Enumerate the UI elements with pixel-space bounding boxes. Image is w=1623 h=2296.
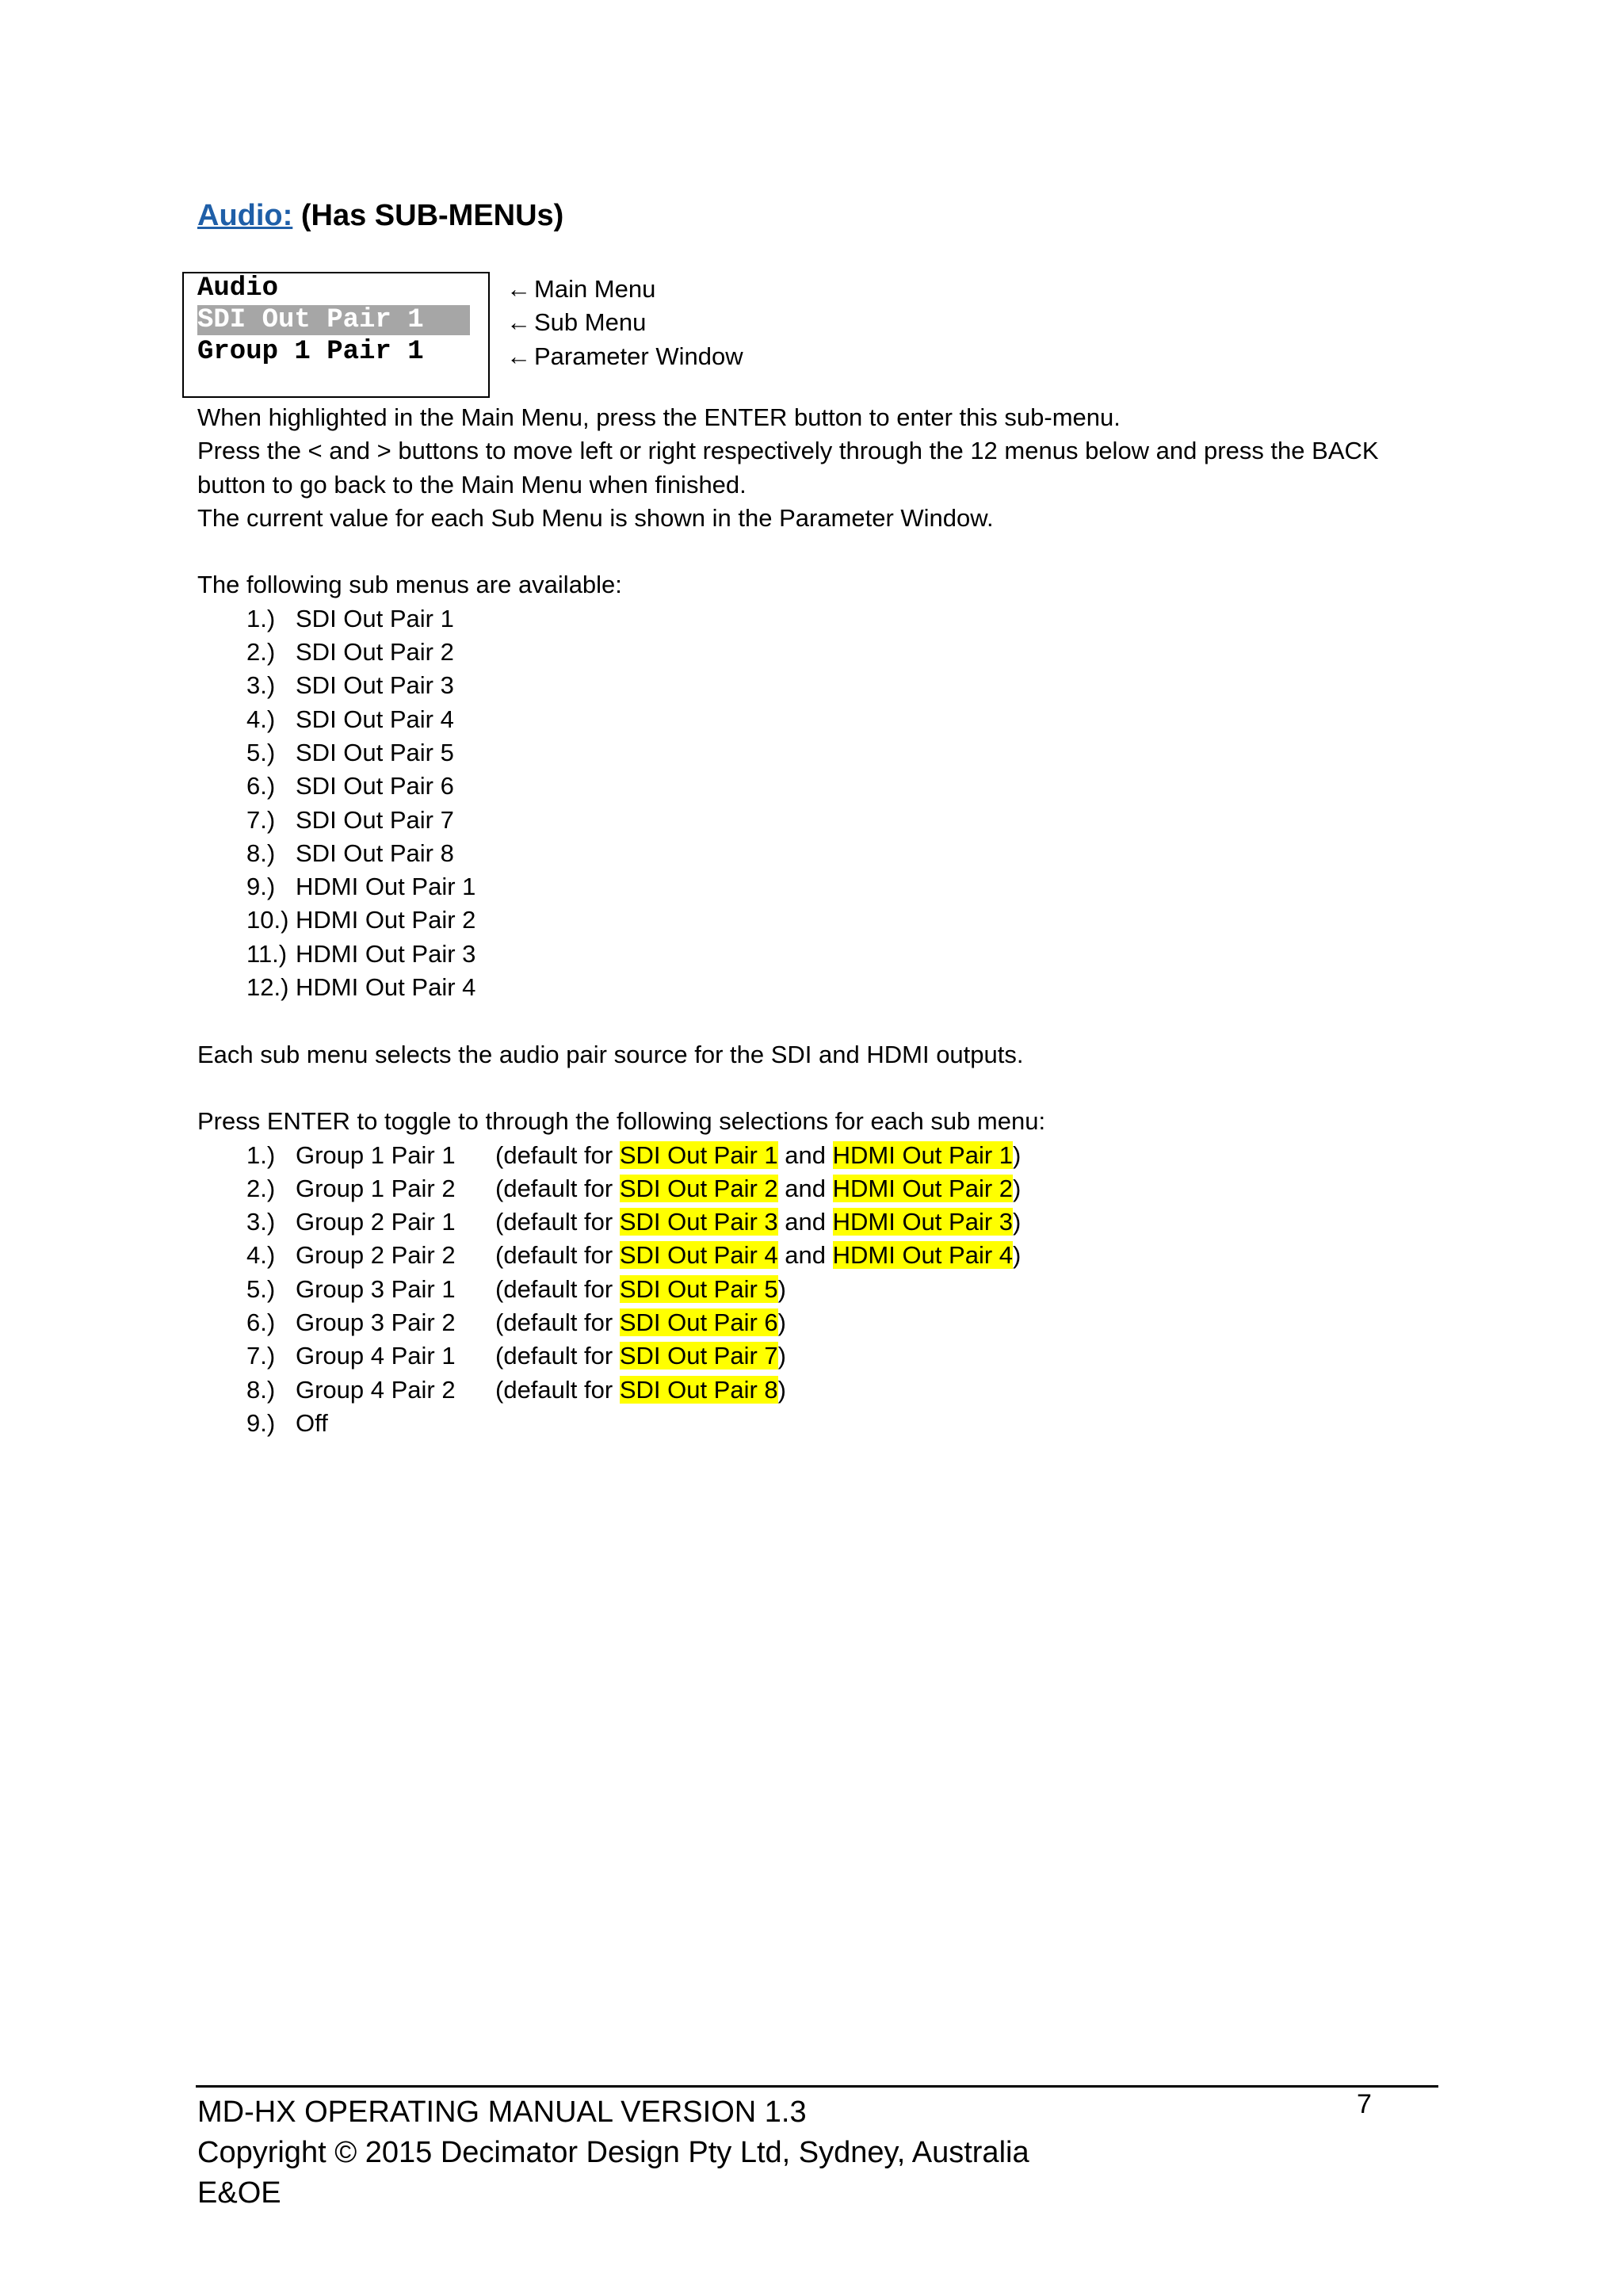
list-number: 6.) xyxy=(246,772,276,800)
default-note xyxy=(495,1273,786,1306)
list-item xyxy=(197,1239,1442,1272)
highlight-hdmi: HDMI Out Pair 3 xyxy=(832,1208,1014,1236)
default-prefix: (default for xyxy=(495,1174,620,1202)
close-paren: ) xyxy=(777,1375,786,1404)
list-label: Off xyxy=(296,1408,328,1437)
list-number: 9.) xyxy=(246,1408,276,1437)
footer-rule xyxy=(196,2085,1438,2088)
list-label: HDMI Out Pair 3 xyxy=(296,939,476,968)
default-note xyxy=(495,1172,1021,1205)
list-number: 11.) xyxy=(246,939,288,968)
lcd-parameter-line: Group 1 Pair 1 xyxy=(197,337,424,367)
default-note xyxy=(495,1373,786,1407)
list-item xyxy=(197,1139,1442,1172)
list-number: 1.) xyxy=(246,604,276,632)
default-note xyxy=(495,1339,786,1373)
lcd-note-label: Sub Menu xyxy=(534,308,647,337)
list-number: 6.) xyxy=(246,1308,276,1337)
list-number: 5.) xyxy=(246,738,276,766)
list-label: Group 3 Pair 1 xyxy=(296,1274,456,1303)
footer-title: MD-HX OPERATING MANUAL VERSION 1.3 xyxy=(197,2095,807,2129)
highlight-hdmi: HDMI Out Pair 4 xyxy=(832,1241,1014,1270)
default-note xyxy=(495,1205,1021,1239)
close-paren: ) xyxy=(777,1274,786,1303)
list-number: 9.) xyxy=(246,873,276,901)
footer-eoe: E&OE xyxy=(197,2176,281,2210)
list-item xyxy=(197,904,1442,937)
list-number: 2.) xyxy=(246,638,276,667)
submenu-list xyxy=(197,602,1442,1005)
default-prefix: (default for xyxy=(495,1241,620,1270)
list-label: SDI Out Pair 6 xyxy=(296,772,454,800)
default-prefix: (default for xyxy=(495,1140,620,1169)
list-label: Group 4 Pair 1 xyxy=(296,1342,456,1370)
close-paren: ) xyxy=(777,1308,786,1337)
lcd-annotations xyxy=(506,273,743,373)
list-item xyxy=(197,669,1442,702)
list-item xyxy=(197,1172,1442,1205)
list-number: 4.) xyxy=(246,705,276,733)
intro-line: button to go back to the Main Menu when finished. xyxy=(197,470,747,499)
lcd-note-parameter xyxy=(506,340,743,373)
default-prefix: (default for xyxy=(495,1375,620,1404)
selections-intro: Press ENTER to toggle to through the following selections for each sub menu: xyxy=(197,1107,1046,1136)
highlight-hdmi: HDMI Out Pair 1 xyxy=(832,1140,1014,1169)
intro-line: When highlighted in the Main Menu, press the ENTER button to enter this sub-menu. xyxy=(197,403,1121,431)
lcd-sub-menu-line: SDI Out Pair 1 xyxy=(197,305,470,335)
and-word: and xyxy=(777,1174,833,1202)
list-number: 1.) xyxy=(246,1140,276,1169)
list-number: 10.) xyxy=(246,906,289,934)
list-item xyxy=(197,1273,1442,1306)
close-paren: ) xyxy=(777,1342,786,1370)
default-note xyxy=(495,1306,786,1339)
list-number: 5.) xyxy=(246,1274,276,1303)
list-number: 4.) xyxy=(246,1241,276,1270)
heading-subtitle: (Has SUB-MENUs) xyxy=(300,199,564,232)
intro-line: The current value for each Sub Menu is shown in the Parameter Window. xyxy=(197,503,994,532)
list-label: SDI Out Pair 5 xyxy=(296,738,454,766)
submenus-intro: The following sub menus are available: xyxy=(197,571,622,599)
lcd-display xyxy=(182,272,490,398)
list-item xyxy=(197,938,1442,971)
default-prefix: (default for xyxy=(495,1308,620,1337)
footer xyxy=(197,2092,1029,2214)
list-item xyxy=(197,636,1442,669)
list-item xyxy=(197,1373,1442,1407)
list-label: HDMI Out Pair 1 xyxy=(296,873,476,901)
list-label: Group 3 Pair 2 xyxy=(296,1308,456,1337)
list-number: 3.) xyxy=(246,1208,276,1236)
close-paren: ) xyxy=(1013,1140,1022,1169)
close-paren: ) xyxy=(1013,1241,1022,1270)
list-item xyxy=(197,1339,1442,1373)
highlight-hdmi: HDMI Out Pair 2 xyxy=(832,1174,1014,1202)
list-number: 8.) xyxy=(246,1375,276,1404)
list-label: Group 2 Pair 1 xyxy=(296,1208,456,1236)
each-submenu-text: Each sub menu selects the audio pair source for the SDI and HDMI outputs. xyxy=(197,1040,1024,1068)
default-note xyxy=(495,1139,1021,1172)
list-label: Group 4 Pair 2 xyxy=(296,1375,456,1404)
list-item xyxy=(197,1306,1442,1339)
highlight-sdi: SDI Out Pair 7 xyxy=(619,1342,778,1370)
list-label: Group 2 Pair 2 xyxy=(296,1241,456,1270)
list-item xyxy=(197,703,1442,736)
highlight-sdi: SDI Out Pair 4 xyxy=(619,1241,778,1270)
list-label: SDI Out Pair 2 xyxy=(296,638,454,667)
arrow-left-icon: ← xyxy=(506,275,531,303)
page-number: 7 xyxy=(1357,2089,1372,2119)
default-prefix: (default for xyxy=(495,1274,620,1303)
list-number: 7.) xyxy=(246,1342,276,1370)
section-heading xyxy=(197,197,563,235)
lcd-note-sub xyxy=(506,306,743,339)
close-paren: ) xyxy=(1013,1208,1022,1236)
highlight-sdi: SDI Out Pair 8 xyxy=(619,1375,778,1404)
list-item xyxy=(197,837,1442,870)
list-item xyxy=(197,602,1442,636)
and-word: and xyxy=(777,1140,833,1169)
highlight-sdi: SDI Out Pair 1 xyxy=(619,1140,778,1169)
list-number: 8.) xyxy=(246,839,276,867)
list-item xyxy=(197,971,1442,1004)
list-item xyxy=(197,1407,1442,1440)
list-number: 12.) xyxy=(246,973,289,1002)
list-label: HDMI Out Pair 2 xyxy=(296,906,476,934)
list-label: SDI Out Pair 7 xyxy=(296,805,454,834)
list-item xyxy=(197,804,1442,837)
arrow-left-icon: ← xyxy=(506,342,531,370)
list-item xyxy=(197,736,1442,770)
audio-heading-link[interactable]: Audio: xyxy=(197,199,293,232)
default-prefix: (default for xyxy=(495,1342,620,1370)
list-number: 7.) xyxy=(246,805,276,834)
selection-list xyxy=(197,1139,1442,1441)
list-label: HDMI Out Pair 4 xyxy=(296,973,476,1002)
default-note xyxy=(495,1239,1021,1272)
list-label: SDI Out Pair 8 xyxy=(296,839,454,867)
highlight-sdi: SDI Out Pair 6 xyxy=(619,1308,778,1337)
intro-line: Press the < and > buttons to move left or right respectively through the 12 menus below and press the BACK xyxy=(197,437,1379,465)
highlight-sdi: SDI Out Pair 5 xyxy=(619,1274,778,1303)
list-label: Group 1 Pair 1 xyxy=(296,1140,456,1169)
list-number: 3.) xyxy=(246,671,276,700)
highlight-sdi: SDI Out Pair 2 xyxy=(619,1174,778,1202)
list-label: SDI Out Pair 1 xyxy=(296,604,454,632)
list-item xyxy=(197,870,1442,904)
footer-copyright: Copyright © 2015 Decimator Design Pty Ltd, Sydney, Australia xyxy=(197,2136,1029,2169)
body-text xyxy=(197,401,1442,1440)
list-item xyxy=(197,770,1442,803)
list-label: Group 1 Pair 2 xyxy=(296,1174,456,1202)
lcd-note-label: Main Menu xyxy=(534,275,656,303)
list-label: SDI Out Pair 3 xyxy=(296,671,454,700)
list-label: SDI Out Pair 4 xyxy=(296,705,454,733)
list-number: 2.) xyxy=(246,1174,276,1202)
close-paren: ) xyxy=(1013,1174,1022,1202)
and-word: and xyxy=(777,1241,833,1270)
default-prefix: (default for xyxy=(495,1208,620,1236)
lcd-main-menu-line: Audio xyxy=(197,273,279,304)
and-word: and xyxy=(777,1208,833,1236)
arrow-left-icon: ← xyxy=(506,308,531,337)
lcd-note-label: Parameter Window xyxy=(534,342,743,370)
lcd-note-main xyxy=(506,273,743,306)
list-item xyxy=(197,1205,1442,1239)
highlight-sdi: SDI Out Pair 3 xyxy=(619,1208,778,1236)
